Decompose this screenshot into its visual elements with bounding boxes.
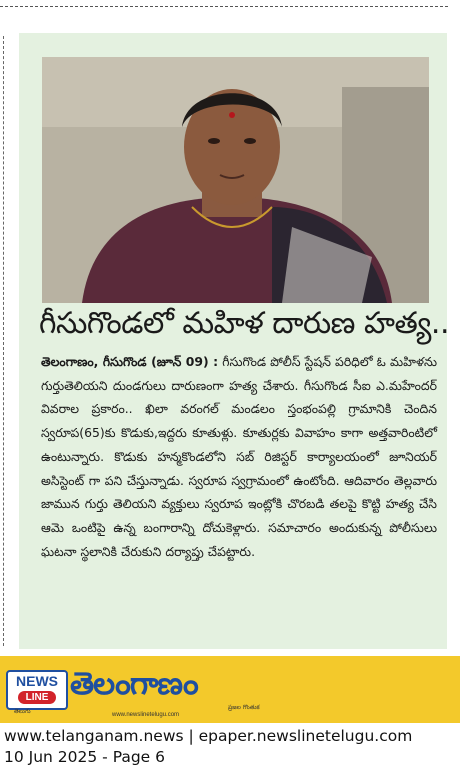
newsline-logo-subtitle: తెలుగు <box>14 708 31 715</box>
source-urls: www.telanganam.news | epaper.newslinetelugu.com <box>4 727 413 745</box>
logo-website-url: www.newslinetelugu.com <box>112 712 180 718</box>
newsline-logo-line: LINE <box>18 691 56 704</box>
article-body <box>41 350 437 563</box>
article-clipping <box>19 33 447 649</box>
newspaper-logo-band <box>0 656 460 723</box>
left-dashed-rule <box>3 36 4 646</box>
top-dashed-rule <box>0 6 448 7</box>
article-dateline: తెలంగాణం, గీసుగొండ (జూన్ 09) : <box>41 354 219 369</box>
newsline-logo-news: NEWS <box>16 673 58 689</box>
newsline-logo <box>6 670 68 710</box>
woman-portrait-image <box>42 57 429 303</box>
article-photo <box>42 57 429 303</box>
article-body-text: గీసుగొండ పోలీస్ స్టేషన్ పరిధిలో ఓ మహిళను గుర్తుతెలియని దుండగులు దారుణంగా హత్య చేశారు. గీసుగొండ సీఐ ఎ.మహేందర్ వివరాల ప్రకారం.. ఖిలా వరంగల్ మండలం స్తంభంపల్లి గ్రామానికి చెందిన స్వరూప(65)కు కొడుకు,ఇద్దరు కూతుళ్లు. కూతుర్లకు వివాహం కాగా అత్తవారింటిలో ఉంటున్నారు. కొడుకు హన్మకొండలోని సబ్ రిజిస్టర్ కార్యాలయంలో జూనియర్ అసిస్టెంట్ గా పని చేస్తున్నాడు. స్వరూప స్వగ్రామంలో ఉంటోంది. ఆదివారం తెల్లవారు జామున గుర్తు తెలియని వ్యక్తులు స్వరూప ఇంట్లోకి చొరబడి తలపై కొట్టి హత్య చేసి ఆమె ఒంటిపై ఉన్న బంగారాన్ని దోచుకెళ్లారు. సమాచారం అందుకున్న పోలీసులు ఘటనా స్థలానికి చేరుకుని దర్యాప్తు చేపట్టారు. <box>41 354 437 559</box>
telanganam-tagline: ప్రజల గొంతుక <box>228 704 260 711</box>
edition-date-page: 10 Jun 2025 - Page 6 <box>4 748 166 766</box>
article-headline: గీసుగొండలో మహిళ దారుణ హత్య.. <box>39 306 449 341</box>
telanganam-wordmark: తెలంగాణం <box>70 666 198 702</box>
